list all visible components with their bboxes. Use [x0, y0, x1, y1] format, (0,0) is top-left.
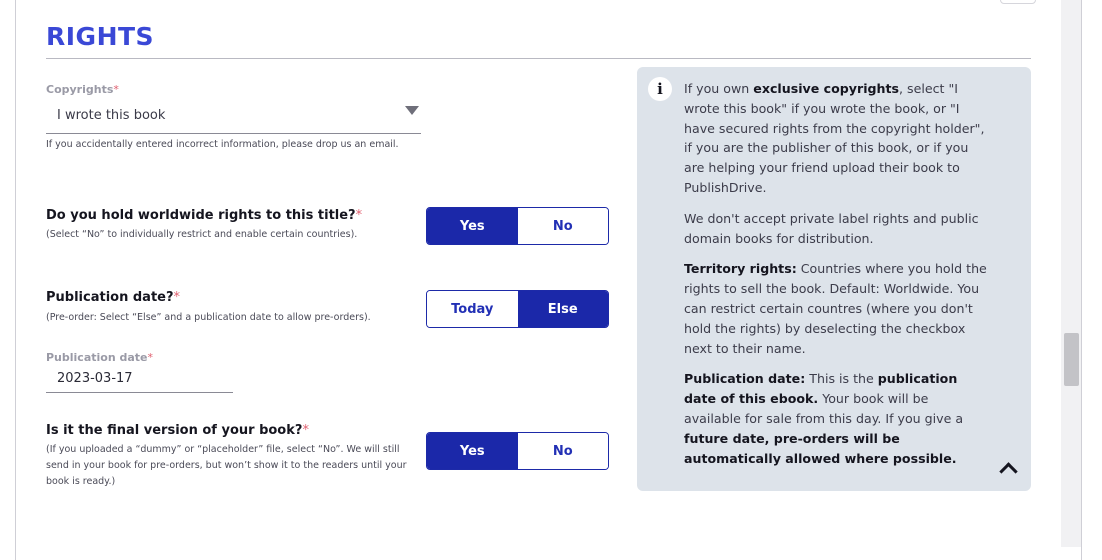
final-version-no-button[interactable]: No	[518, 433, 609, 469]
caret-down-icon[interactable]	[405, 106, 419, 115]
section-divider	[46, 58, 1031, 59]
pubdate-field-label: Publication date*	[46, 351, 154, 364]
copyrights-select[interactable]	[46, 101, 421, 134]
final-version-toggle	[426, 432, 609, 470]
scrollbar-thumb[interactable]	[1064, 333, 1079, 386]
worldwide-question: Do you hold worldwide rights to this title?*	[46, 208, 363, 223]
copyrights-select-value: I wrote this book	[57, 108, 166, 123]
final-version-yes-button[interactable]: Yes	[427, 433, 518, 469]
info-panel	[637, 67, 1031, 491]
section-title: RIGHTS	[46, 22, 155, 51]
info-text	[684, 79, 988, 479]
pubdate-else-button[interactable]: Else	[518, 291, 609, 327]
final-version-question: Is it the final version of your book?*	[46, 423, 309, 438]
info-paragraph-private-label: We don't accept private label rights and public domain books for distribution.	[684, 210, 979, 246]
pubdate-input[interactable]	[46, 366, 233, 393]
final-version-help: (If you uploaded a “dummy” or “placeholder” file, select “No”. We will still send in your book for pre-orders, but won’t show it to the readers until your book is ready.)	[46, 444, 407, 487]
info-icon: i	[648, 77, 672, 101]
required-mark: *	[302, 423, 309, 438]
info-paragraph-territory: Territory rights: Countries where you hold the rights to sell the book. Default: Worldwide. You can restrict certain countres (where you don't hold the rights) by deselecting the checkbox next to their name.	[684, 261, 987, 356]
required-mark: *	[173, 290, 181, 305]
copyrights-help: If you accidentally entered incorrect information, please drop us an email.	[46, 139, 399, 150]
scrollbar-track[interactable]	[1061, 0, 1081, 547]
chevron-up-icon	[999, 462, 1017, 480]
copyrights-label: Copyrights*	[46, 83, 119, 96]
worldwide-no-button[interactable]: No	[518, 208, 609, 244]
worldwide-help: (Select “No” to individually restrict and enable certain countries).	[46, 229, 358, 240]
pubdate-toggle	[426, 290, 609, 328]
pubdate-today-button[interactable]: Today	[427, 291, 518, 327]
required-mark: *	[147, 351, 154, 364]
pubdate-input-value: 2023-03-17	[57, 371, 133, 386]
info-paragraph-publication-date: Publication date: This is the publication date of this ebook. Your book will be available for sale from this day. If you give a future date, pre-orders will be automatically allowed where possible.	[684, 371, 964, 466]
required-mark: *	[355, 208, 363, 223]
worldwide-yes-button[interactable]: Yes	[427, 208, 518, 244]
worldwide-toggle	[426, 207, 609, 245]
top-edge-control	[1000, 0, 1036, 4]
info-paragraph-copyrights: If you own exclusive copyrights, select "I wrote this book" if you wrote the book, or "I have secured rights from the copyright holder", if you are the publisher of this book, or if you are helping your friend upload their book to PublishDrive.	[684, 81, 985, 195]
collapse-button[interactable]	[996, 457, 1020, 479]
required-mark: *	[113, 83, 119, 96]
pubdate-help: (Pre-order: Select “Else” and a publication date to allow pre-orders).	[46, 312, 371, 323]
pubdate-question: Publication date?*	[46, 290, 181, 305]
